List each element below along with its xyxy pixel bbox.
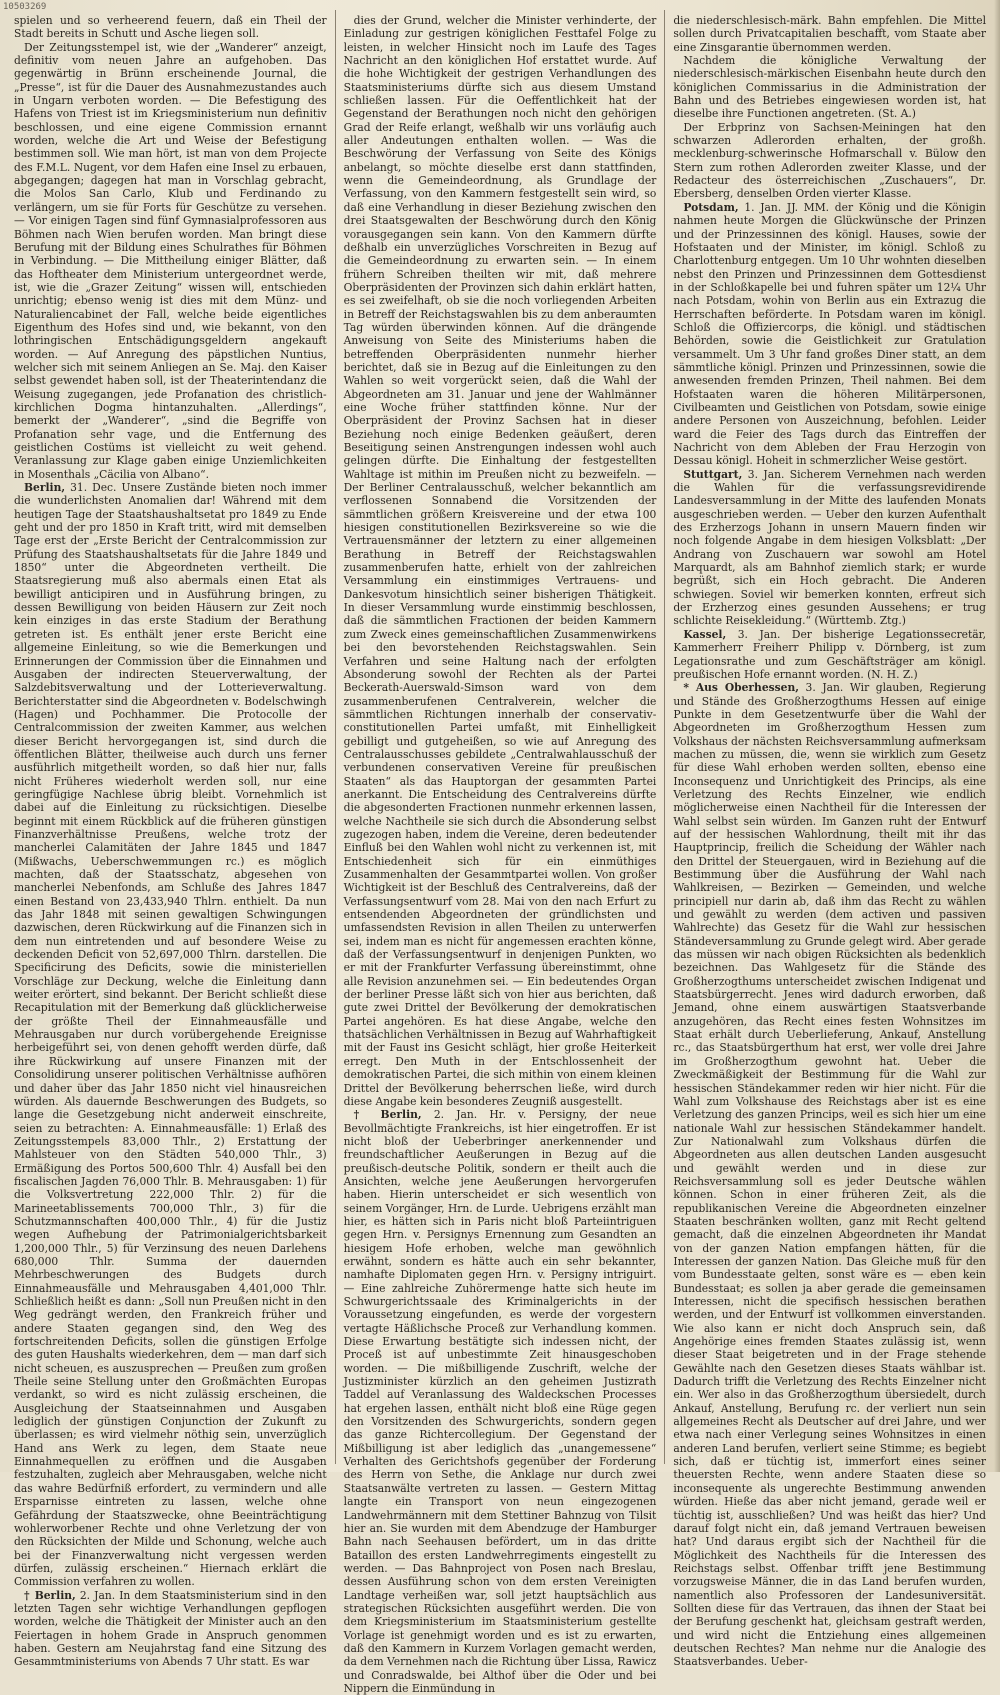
article-paragraph xyxy=(344,14,657,1108)
columns xyxy=(6,10,994,1695)
article-paragraph xyxy=(14,14,327,41)
dateline: * Aus Oberhessen, xyxy=(683,681,799,695)
article-paragraph xyxy=(673,121,986,201)
column-1 xyxy=(6,10,335,1669)
paragraph-text: 2. Jan. Hr. v. Persigny, der neue Bevollmächtigte Frankreichs, ist hier eingetroffen. Er ist nicht bloß der Ueberbringer anerkennender und freundschaftlicher Aeußerungen in Bezug auf die preußisch-deutsche Politik, sondern er theilt auch die Ansichten, welche jene Aeußerungen hervorgerufen haben. Hierin unterscheidet er sich wesentlich von seinem Vorgänger, Hrn. de Lurde. Uebrigens erzählt man hier, es hätten sich in Paris nicht bloß Parteiintriguen gegen Hrn. v. Persignys Ernennung zum Gesandten an hiesigem Hofe erhoben, welche man gewöhnlich erwähnt, sondern es hätte auch ein sehr bekannter, namhafte Diplomaten gegen Hrn. v. Persigny intriguirt. — Eine zahlreiche Zuhörermenge hatte sich heute im Schwurgerichtssaale des Kriminalgerichts in der Voraussetzung eingefunden, es werde der vorgestern vertagte Häßlichsche Proceß zur Verhandlung kommen. Diese Erwartung bestätigte sich indessen nicht, der Proceß ist auf unbestimmte Zeit hinausgeschoben worden. — Die mißbilligende Zuschrift, welche der Justizminister kürzlich an den geheimen Justizrath Taddel auf Veranlassung des Waldeckschen Processes hat ergehen lassen, enthält nicht bloß eine Rüge gegen den Vorsitzenden des Schwurgerichts, sondern gegen das ganze Richtercollegium. Der Gegenstand der Mißbilligung ist aber lediglich das „unangemessene“ Verhalten des Gerichtshofs gegenüber der Forderung des Herrn von Sethe, die Anklage nur durch zwei Staatsanwälte vertreten zu lassen. — Gestern Mittag langte ein Transport von neun eingezogenen Landwehrmännern mit dem Stettiner Bahnzug von Tilsit hier an. Sie wurden mit dem Abendzuge der Hamburger Bahn nach Seehausen befördert, um in das dritte Bataillon des ersten Landwehrregiments eingestellt zu werden. — Das Bahnproject von Posen nach Breslau, dessen Ausführung schon von dem ersten Vereinigten Landtage verheißen war, soll jetzt hauptsächlich aus strategischen Rücksichten ausgeführt werden. Die von dem Kriegsministerium im Staatsministerium gestellte Vorlage ist genehmigt worden und es ist zu erwarten, daß den Kammern in Kurzem Vorlagen gemacht werden, da dem Vernehmen nach die Richtung über Lissa, Rawicz und Conradswalde, bei Althof über die Oder und bei Nippern die Einmündung in xyxy=(343,1108,657,1695)
dateline: Kassel, xyxy=(683,627,727,641)
article-paragraph xyxy=(14,481,327,1589)
article-paragraph xyxy=(344,1108,657,1695)
dateline: † Berlin, xyxy=(24,1588,76,1602)
article-paragraph xyxy=(673,54,986,121)
paragraph-text: 1. Jan. JJ. MM. der König und die Königin nahmen heute Morgen die Glückwünsche der Prinzen und der Prinzessinnen des königl. Hauses, sowie der Hofstaaten und der Minister, im königl. Schloß zu Charlottenburg entgegen. Um 10 Uhr wohnten dieselben nebst den Prinzen und Prinzessinnen dem Gottesdienst in der Schloßkapelle bei und fuhren später um 12¼ Uhr nach Potsdam, wohin von Berlin aus ein Extrazug die Herrschaften beförderte. In Potsdam waren im königl. Schloß die Offiziercorps, die königl. und städtischen Behörden, sowie die Geistlichkeit zur Gratulation versammelt. Um 3 Uhr fand großes Diner statt, an dem sämmtliche königl. Prinzen und Prinzessinnen, sowie die anwesenden fremden Prinzen, Theil nahmen. Bei dem Hofstaaten waren die höheren Militärpersonen, Civilbeamten und Geistlichen von Potsdam, sowie einige andere Personen von Auszeichnung, befohlen. Leider ward die Feier des Tags durch das Eintreffen der Nachricht von dem Ableben der Frau Herzogin von Dessau königl. Hoheit in schmerzlicher Weise gestört. xyxy=(673,200,987,468)
article-paragraph xyxy=(14,1589,327,1669)
article-paragraph xyxy=(673,14,986,54)
paragraph-text: 31. Dec. Unsere Zustände bieten noch immer die wunderlichsten Anomalien dar! Während mit dem heutigen Tage der Staatshaushaltsetat pro 1849 zu Ende geht und der pro 1850 in Kraft tritt, wird mit demselben Tage erst der „Erste Bericht der Centralcommission zur Prüfung des Staatshaushaltsetats für die Jahre 1849 und 1850“ unter die Abgeordneten vertheilt. Die Staatsregierung muß also abermals einen Etat als bewilligt anticipiren und in Ausführung bringen, zu dessen Bewilligung von beiden Häusern zur Zeit noch kein einziges in das erste Stadium der Berathung getreten ist. Es enthält jener erste Bericht eine allgemeine Einleitung, so wie die Bemerkungen und Erinnerungen der Commission über die Einnahmen und Ausgaben der indirecten Steuerverwaltung, der Salzdebitsverwaltung und der Lotterieverwaltung. Berichterstatter sind die Abgeordneten v. Bodelschwingh (Hagen) und Pochhammer. Die Protocolle der Centralcommission der zweiten Kammer, aus welchen dieser Bericht hervorgegangen ist, sind durch die öffentlichen Blätter, theilweise auch durch uns ferner ausführlich mitgetheilt worden, so daß hier nur, falls nicht Früheres wiederholt werden soll, nur eine geringfügige Nachlese übrig bleibt. Vornehmlich ist dabei auf die Einleitung zu rücksichtigen. Dieselbe beginnt mit einem Rückblick auf die früheren günstigen Finanzverhältnisse Preußens, welche trotz der mancherlei Calamitäten der Jahre 1845 und 1847 (Mißwachs, Ueberschwemmungen rc.) es möglich machten, daß der Staatsschatz, abgesehen von mancherlei Nebenfonds, am Schluße des Jahres 1847 einen Bestand von 23,433,940 Thlrn. enthielt. Da nun das Jahr 1848 mit seinen gewaltigen Schwingungen dazwischen, deren Rückwirkung auf die Finanzen sich in dem nun eintretenden und auf besondere Weise zu deckenden Deficit von 52,697,000 Thlrn. darstellen. Die Specificirung des Deficits, sowie die ministeriellen Vorschläge zur Deckung, welche die Einleitung dann weiter erörtert, sind bekannt. Der Bericht schließt diese Recapitulation mit der Bemerkung daß glücklicherweise der größte Theil der Einnahmeausfälle und Mehrausgaben nur durch vorübergehende Ereignisse herbeigeführt sei, von denen gehofft werden dürfe, daß ihre Rückwirkung auf unsere Finanzen mit der Consolidirung unserer politischen Verhältnisse aufhören und daher über das Jahr 1850 nicht viel hinausreichen würden. Als dauernde Beschwerungen des Budgets, so lange die Gesetzgebung nicht anderweit einschreite, seien zu betrachten: A. Einnahmeausfälle: 1) Erlaß des Zeitungsstempels 83,000 Thlr., 2) Erstattung der Mahlsteuer von den Städten 540,000 Thlr., 3) Ermäßigung des Portos 500,600 Thlr. 4) Ausfall bei den fiscalischen Jagden 76,000 Thlr. B. Mehrausgaben: 1) für die Volksvertretung 222,000 Thlr. 2) für die Marineetablissements 700,000 Thlr., 3) für die Schutzmannschaften 400,000 Thlr., 4) für die Justiz wegen Aufhebung der Patrimonialgerichtsbarkeit 1,200,000 Thlr., 5) für Verzinsung des neuen Darlehens 680,000 Thlr. Summa der dauernden Mehrbeschwerungen des Budgets durch Einnahmeausfälle und Mehrausgaben 4,401,000 Thlr. Schließlich heißt es dann: „Soll nun Preußen nicht in den Weg gedrängt werden, den Frankreich früher und andere Staaten gegangen sind, den Weg des fortschreitenden Deficits, sollen die günstigen Erfolge des guten Haushalts wiederkehren, dem — man darf sich nicht scheuen, es auszusprechen — Preußen zum großen Theile seine Stellung unter den Großmächten Europas verdankt, so wird es nicht zulässig erscheinen, die Ausgleichung der Staatseinnahmen und Ausgaben lediglich der günstigen Conjunction der Zukunft zu überlassen; es wird vielmehr nöthig sein, unverzüglich Hand ans Werk zu legen, dem Staate neue Einnahmequellen zu eröffnen und die Ausgaben festzuhalten, zugleich aber Mehrausgaben, welche nicht das wahre Bedürfniß erfordert, zu vermindern und alle Ersparnisse eintreten zu lassen, welche ohne Gefährdung der Staatszwecke, ohne Beeinträchtigung wohlerworbener Rechte und ohne Verletzung der von den Rücksichten der Milde und Schonung, welche auch bei der Finanzverwaltung nicht vergessen werden dürfen, zulässig erscheinen.“ Hiernach erklärt die Commission verfahren zu wollen. xyxy=(14,481,327,1589)
paragraph-text: Der Erbprinz von Sachsen-Meiningen hat den schwarzen Adlerorden erhalten, der großh. mecklenburg-schwerinsche Hofmarschall v. Bülow den Stern zum rothen Adlerorden zweiter Klasse, und der Redacteur des österreichischen „Zuschauers“, Dr. Ebersberg, denselben Orden vierter Klasse. xyxy=(673,120,987,201)
dateline: Berlin, xyxy=(24,481,66,495)
paragraph-text: Der Zeitungsstempel ist, wie der „Wanderer“ anzeigt, definitiv vom neuen Jahre an aufgehoben. Das gegenwärtig in Brünn erscheinende Journal, die „Presse“, ist für die Dauer des Ausnahmezustandes auch in Ungarn verboten worden. — Die Befestigung des Hafens von Triest ist im Kriegsministerium nun definitiv beschlossen, und eine eigene Commission ernannt worden, welche die Art und Weise der Befestigung bestimmen soll. Wie man hört, ist man von dem Projecte des F.M.L. Nugent, vor dem Hafen eine Insel zu erbauen, abgegangen; dagegen hat man in Vorschlag gebracht, die Molos San Carlo, Klub und Ferdinando zu verlängern, um sie für Forts für Geschütze zu versehen. — Vor einigen Tagen sind fünf Gymnasialprofessoren aus Böhmen nach Wien berufen worden. Man bringt diese Berufung mit der Bildung eines Schulrathes für Böhmen in Verbindung. — Die Mittheilung einiger Blätter, daß das Hoftheater dem Ministerium untergeordnet werde, ist, wie die „Grazer Zeitung“ wissen will, entschieden unrichtig; ebenso wenig ist dies mit dem Münz- und Naturaliencabinet der Fall, welche beide eigentliches Eigenthum des Hofes sind und, wie bekannt, von den lothringischen Entschädigungsgeldern angekauft worden. — Auf Anregung des päpstlichen Nuntius, welcher sich mit seinem Anliegen an Se. Maj. den Kaiser selbst gewendet haben soll, ist der Theaterintendanz die Weisung zugegangen, jede Profanation des christlich-kirchlichen Dogma hintanzuhalten. „Allerdings“, bemerkt der „Wanderer“, „sind die Begriffe von Profanation sehr vage, und die Entfernung des geistlichen Costüms ist vielleicht zu weit gehend. Veranlassung zur Klage gaben einige Unziemlichkeiten in Mosenthals „Cäcilia von Albano“. xyxy=(14,40,327,481)
paragraph-text: 2. Jan. In dem Staatsministerium sind in den letzten Tagen sehr wichtige Verhandlungen gepflogen worden, welche die Thätigkeit der Minister auch an den Feiertagen in hohem Grade in Anspruch genommen haben. Gestern am Neujahrstag fand eine Sitzung des Gesammtministeriums von Abends 7 Uhr statt. Es war xyxy=(14,1588,327,1669)
paragraph-text: Nachdem die königliche Verwaltung der niederschlesisch-märkischen Eisenbahn heute durch den königlichen Commissarius in die Administration der Bahn und des Betriebes eingewiesen worden ist, hat dieselbe ihre Functionen angetreten. (St. A.) xyxy=(673,54,987,121)
dateline: † Berlin, xyxy=(353,1108,422,1122)
article-paragraph xyxy=(673,201,986,468)
article-paragraph xyxy=(673,468,986,628)
column-3 xyxy=(664,10,994,1669)
catalog-number: 10503269 xyxy=(3,2,47,12)
article-paragraph xyxy=(673,628,986,681)
paragraph-text: spielen und so verheerend feuern, daß ein Theil der Stadt bereits in Schutt und Asche liegen soll. xyxy=(14,14,327,41)
article-paragraph xyxy=(14,41,327,481)
paragraph-text: 3. Jan. Wir glauben, Regierung und Stände des Großherzogthums Hessen auf einige Punkte in dem Gesetzentwurfe über die Wahl der Abgeordneten im Großherzogthum Hessen zum Volkshaus der nächsten Reichsversammlung aufmerksam machen zu müssen, die, wenn sie wirklich zum Gesetz für diese Wahl erhoben werden sollten, ebenso eine Inconsequenz und Unrichtigkeit des Princips, als eine Verletzung des Rechts Einzelner, wie endlich möglicherweise einen Nachtheil für die Interessen der Wahl selbst sein würden. Im Ganzen ruht der Entwurf auf der hessischen Wahlordnung, theilt mit ihr das Hauptprincip, freilich die Scheidung der Wähler nach den Drittel der Steuergauen, wird in Beziehung auf die Bestimmung über die Ausführung der Wahl nach Wahlkreisen, — Bezirken — Gemeinden, und welche principiell nur darin ab, daß ihm das Recht zu wählen und gewählt zu werden (dem activen und passiven Wahlrechte) das Gesetz für die Wahl zur hessischen Ständeversammlung zu Grunde gelegt wird. Aber gerade das müssen wir nach obigen Rücksichten als bedenklich bezeichnen. Das Wahlgesetz für die Stände des Großherzogthums unterscheidet zwischen Indigenat und Staatsbürgerrecht. Jenes wird dadurch erworben, daß Jemand, ohne einem auswärtigen Staatsverbande anzugehören, das Recht eines festen Wohnsitzes im Staat erhält durch Ueberlieferung, Ankauf, Anstellung rc., das Staatsbürgerthum hat erst, wer volle drei Jahre im Großherzogthum gewohnt hat. Ueber die Zweckmäßigkeit der Bestimmung für die Wahl zur hessischen Ständekammer reden wir hier nicht. Für die Wahl zum Volkshause des Reichstags aber ist es eine Verletzung des ganzen Princips, weil es sich hier um eine nationale Wahl zur hessischen Ständekammer handelt. Zur Nationalwahl zum Volkshaus dürfen die Abgeordneten aus allen deutschen Landen ausgesucht und gewählt werden und in diese zur Reichsversammlung soll es jeder Deutsche wählen können. Schon in einer früheren Zeit, als die republikanischen Vereine die Abgeordneten einzelner Staaten beschränken wollten, ganz mit Recht geltend gemacht, daß die einzelnen Abgeordneten ihr Mandat von der ganzen Nation empfangen hätten, für die Interessen der ganzen Nation. Das Gleiche muß für den vom Bundesstaate gelten, sonst wäre es — eben kein Bundesstaat; es sollen ja aber gerade die gemeinsamen Interessen, nicht die specifisch hessischen berathen werden, und der Entwurf ist vollkommen einverstanden. Wie also kann er nicht doch Anspruch sein, daß Angehörige eines fremden Staates zulässig ist, wenn dieser Staat beigetreten und in der Frage stehende Gewählte nach den Gesetzen dieses Staats wählbar ist. Dadurch trifft die Verletzung des Rechts Einzelner nicht ein. Wer also in das Großherzogthum übersiedelt, durch Ankauf, Anstellung, Berufung rc. der verliert nun sein allgemeines Recht als Deutscher auf drei Jahre, und wer etwa nach einer Verlegung seines Wohnsitzes in einen anderen Land berufen, verliert seine Stimme; es begiebt sich, daß er tüchtig ist, immerfort eines seiner theuersten Rechte, wenn andere Staaten diese so inconsequente als ungerechte Bestimmung anwenden würden. Hieße das aber nicht jemand, gerade weil er tüchtig ist, ausschließen? Und was heißt das hier? Und darauf folgt nicht ein, daß jemand Vertrauen beweisen hat? Und daraus ergibt sich der Nachtheil für die Möglichkeit des Nachtheils für die Interessen des Reichstags selbst. Offenbar trifft jene Bestimmung vorzugsweise Männer, die in das Land berufen wurden, namentlich also Professoren der Landesuniversität. Sollten diese für das Vertrauen, das ihnen der Staat bei der Berufung geschenkt hat, gleichsam gestraft werden, und wird nicht die Entziehung eines allgemeinen deutschen Rechtes? Man nehme nur die Analogie des Staatsverbandes. Ueber- xyxy=(673,681,987,1669)
article-paragraph xyxy=(673,681,986,1668)
paragraph-text: 3. Jan. Der bisherige Legationssecretär, Kammerherr Freiherr Philipp v. Dörnberg, ist zum Legationsrathe und zum Geschäftsträger am königl. preußischen Hofe ernannt worden. (N. H. Z.) xyxy=(673,627,987,681)
page-edge-shadow xyxy=(994,0,1000,1472)
paragraph-text: dies der Grund, welcher die Minister verhinderte, der Einladung zur gestrigen königlichen Festtafel Folge zu leisten, in welcher Hinsicht noch im Laufe des Tages Nachricht an den königlichen Hof erstattet wurde. Auf die hohe Wichtigkeit der gestrigen Verhandlungen des Staatsministeriums dürfte sich aus diesem Umstand schließen lassen. Für die Oeffentlichkeit hat der Gegenstand der Berathungen noch nicht den gehörigen Grad der Reife erlangt, weßhalb wir uns vorläufig auch aller Andeutungen enthalten wollen. — Was die Beschwörung der Verfassung von Seite des Königs anbelangt, so möchte dieselbe erst dann stattfinden, wenn die Gemeindeordnung, als Grundlage der Verfassung, von den Kammern festgestellt sein wird, so daß eine Verhandlung in dieser Beziehung zwischen den drei Staatsgewalten der Beschwörung durch den König vorausgegangen sein kann. Von den Kammern dürfte deßhalb ein unverzügliches Vorschreiten in Bezug auf die Gemeindeordnung zu erwarten sein. — In einem frühern Schreiben theilten wir mit, daß mehrere Oberpräsidenten der Provinzen sich dahin erklärt hatten, es sei zweifelhaft, ob sie die noch vorliegenden Arbeiten in Betreff der Reichstagswahlen bis zu dem anberaumten Tag würden überwinden können. Auf die drängende Anweisung von Seite des Ministeriums haben die betreffenden Oberpräsidenten nunmehr hierher berichtet, daß sie in Bezug auf die Einleitungen zu den Wahlen so weit vorgerückt seien, daß die Wahl der Abgeordneten am 31. Januar und jene der Wahlmänner eine Woche früher stattfinden könne. Nur der Oberpräsident der Provinz Sachsen hat in dieser Beziehung noch einige Bedenken geäußert, deren Beseitigung seinen Anstrengungen indessen wohl auch gelingen dürfte. Die Einhaltung der festgestellten Wahltage ist mithin im Preußen nicht zu bezweifeln. — Der Berliner Centralausschuß, welcher bekanntlich am verflossenen Sonnabend die Vorsitzenden der sämmtlichen größern Kreisvereine und der etwa 100 hiesigen constitutionellen Bezirksvereine so wie die Vertrauensmänner der letztern zu einer allgemeinen Berathung in Betreff der Reichstagswahlen zusammenberufen hatte, erhielt von der zahlreichen Versammlung ein einstimmiges Vertrauens- und Dankesvotum hinsichtlich seiner bisherigen Thätigkeit. In dieser Versammlung wurde einstimmig beschlossen, daß die sämmtlichen Fractionen der beiden Kammern zum Zweck eines gemeinschaftlichen Zusammenwirkens bei den bevorstehenden Reichstagswahlen. Sein Verfahren und seine Haltung nach der erfolgten Absonderung sowohl der Rechten als der Partei Beckerath-Auerswald-Simson ward von dem zusammenberufenen Centralverein, welcher die sämmtlichen Richtungen innerhalb der conservativ-constitutionellen Partei umfaßt, mit Einhelligkeit gebilligt und gutgeheißen, so wie auf Anregung des Centralausschusses gebildete „Centralwahlausschuß der verbundenen conservativen Vereine für preußischen Staaten“ als das Hauptorgan der gesammten Partei anerkannt. Die Entscheidung des Centralvereins dürfte die abgesonderten Fractionen nunmehr erkennen lassen, welche Nachtheile sie sich durch die Absonderung selbst zugezogen haben, indem die Vereine, deren bedeutender Einfluß bei den Wahlen wohl nicht zu verkennen ist, mit Entschiedenheit sich für ein einmüthiges Zusammenhalten der Gesammtpartei wollen. Von großer Wichtigkeit ist der Beschluß des Centralvereins, daß der Verfassungsentwurf vom 28. Mai von den nach Erfurt zu entsendenden Abgeordneten der gründlichsten und umfassendsten Revision in allen Theilen zu unterwerfen sei, indem man es nicht für angemessen erachten könne, daß der Verfassungsentwurf in denjenigen Punkten, wo er mit der Frankfurter Verfassung übereinstimmt, ohne alle Revision anzunehmen sei. — Ein bedeutendes Organ der berliner Presse läßt sich von hier aus berichten, daß gute zwei Drittel der Bevölkerung der demokratischen Partei angehören. Es hat diese Angabe, welche den thatsächlichen Verhältnissen in Bezug auf Wahrhaftigkeit mit der Faust ins Gesicht schlägt, hier große Heiterkeit erregt. Den Muth in der Entschlossenheit der demokratischen Partei, die sich mithin von einem kleinen Drittel der Bevölkerung beherrschen ließe, wird durch diese Angabe kein besonderes Zeugniß ausgestellt. xyxy=(343,14,657,1108)
paragraph-text: die niederschlesisch-märk. Bahn empfehlen. Die Mittel sollen durch Privatcapitalien beschafft, vom Staate aber eine Zinsgarantie übernommen werden. xyxy=(673,14,987,54)
column-2 xyxy=(335,10,665,1695)
dateline: Stuttgart, xyxy=(683,467,743,481)
dateline: Potsdam, xyxy=(683,200,739,214)
paragraph-text: 3. Jan. Sicherem Vernehmen nach werden die Wahlen für die verfassungsrevidirende Landesversammlung in der Mitte des laufenden Monats ausgeschrieben werden. — Ueber den kurzen Aufenthalt des Erzherzogs Johann in unsern Mauern finden wir noch folgende Angabe in dem hiesigen Volksblatt: „Der Andrang von Zuschauern war sowohl am Hotel Marquardt, als am Bahnhof ziemlich stark; er wurde begrüßt, sich ein Hoch gebracht. Die Anderen schwiegen. Soviel wir bemerken konnten, erfreut sich der Erzherzog eines gesunden Aussehens; er trug schlichte Reisekleidung.“ (Württemb. Ztg.) xyxy=(673,467,987,628)
